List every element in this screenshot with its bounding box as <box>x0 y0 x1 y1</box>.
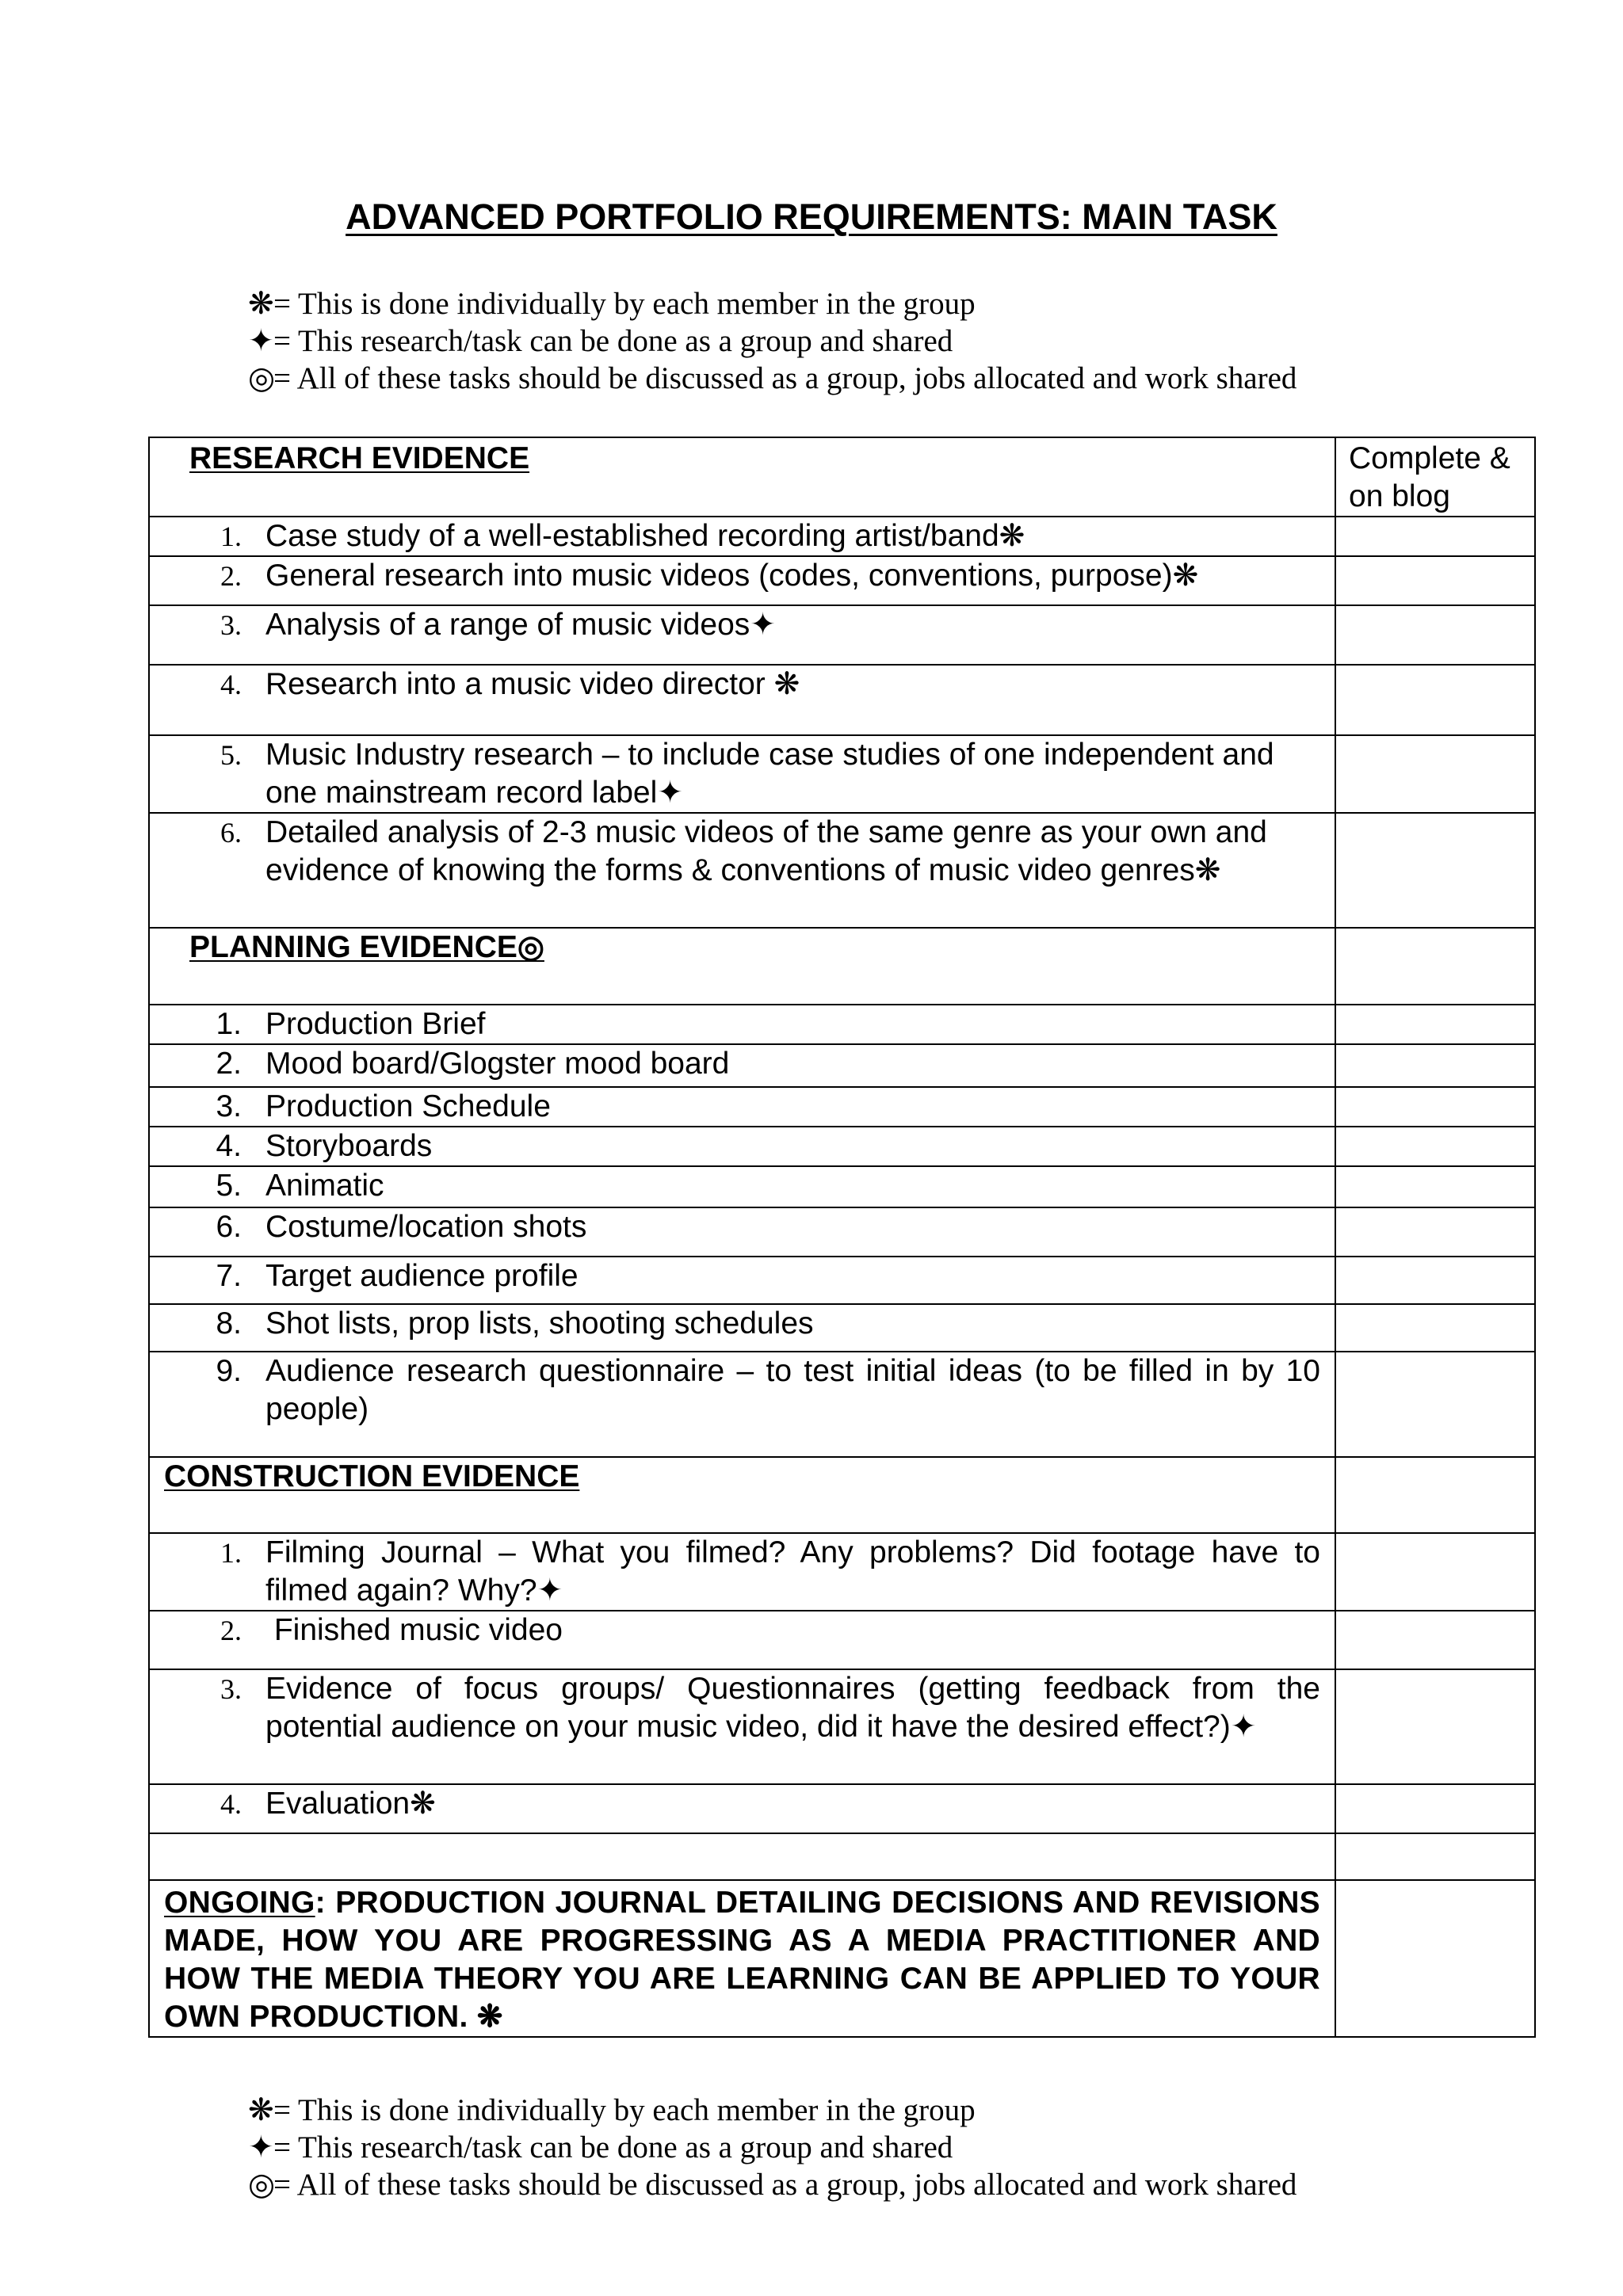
table-row <box>149 1833 1535 1880</box>
checkbox-cell[interactable] <box>1335 1087 1535 1127</box>
legend-top <box>248 285 1296 397</box>
list-item: General research into music videos (codes, conventions, purpose)❋ <box>265 559 1199 593</box>
list-item: Filming Journal – What you filmed? Any problems? Did footage have to filmed again? Why?✦ <box>265 1535 1320 1608</box>
individual-symbol-icon: ❋ <box>248 287 274 321</box>
table-row <box>149 1457 1535 1533</box>
individual-symbol-icon: ❋ <box>248 2093 274 2127</box>
list-item: Audience research questionnaire – to test initial ideas (to be filled in by 10 people) <box>265 1354 1320 1426</box>
list-item: Shot lists, prop lists, shooting schedules <box>265 1306 814 1341</box>
table-row: 6. Detailed analysis of 2-3 music videos of the same genre as your own and evidence of knowing the forms & conventions of music video genres❋ <box>149 813 1535 928</box>
planning-heading: PLANNING EVIDENCE◎ <box>189 930 544 964</box>
legend-group: ✦= This research/task can be done as a group and shared <box>248 324 953 358</box>
checkbox-cell[interactable] <box>1335 735 1535 813</box>
construction-heading: CONSTRUCTION EVIDENCE <box>164 1459 580 1493</box>
list-item: Animatic <box>265 1169 384 1203</box>
checkbox-cell[interactable] <box>1335 605 1535 665</box>
checkbox-cell[interactable] <box>1335 1127 1535 1166</box>
checkbox-cell[interactable] <box>1335 1457 1535 1533</box>
legend-discussed: ◎= All of these tasks should be discussed as a group, jobs allocated and work shared <box>248 2168 1297 2202</box>
list-item: Target audience profile <box>265 1259 579 1293</box>
ongoing-text: ONGOING: PRODUCTION JOURNAL DETAILING DECISIONS AND REVISIONS MADE, HOW YOU ARE PROGRESSING AS A MEDIA PRACTITIONER AND HOW THE MEDIA THEORY YOU ARE LEARNING CAN BE APPLIED TO YOUR OWN PRODUCTION. ❋ <box>164 1886 1320 2034</box>
table-row: 4. Storyboards <box>149 1127 1535 1166</box>
table-row: 5. Animatic <box>149 1166 1535 1207</box>
table-row: 1. Case study of a well-established recording artist/band❋ <box>149 517 1535 556</box>
checkbox-cell[interactable] <box>1335 928 1535 1005</box>
table-row <box>149 437 1535 517</box>
table-row: 1. Production Brief <box>149 1005 1535 1044</box>
discussed-symbol-icon: ◎ <box>248 2168 276 2202</box>
table-row <box>149 1880 1535 2037</box>
checkbox-cell[interactable] <box>1335 556 1535 605</box>
checkbox-cell[interactable] <box>1335 1257 1535 1304</box>
table-row: 6. Costume/location shots <box>149 1207 1535 1257</box>
legend-bottom <box>248 2092 1296 2203</box>
list-item: Mood board/Glogster mood board <box>265 1047 730 1081</box>
checkbox-cell[interactable] <box>1335 1784 1535 1833</box>
table-row: 8. Shot lists, prop lists, shooting schedules <box>149 1304 1535 1352</box>
list-item: Research into a music video director ❋ <box>265 667 800 701</box>
list-item: Costume/location shots <box>265 1210 587 1244</box>
table-row: 4. Research into a music video director ❋ <box>149 665 1535 735</box>
list-item: Case study of a well-established recording artist/band❋ <box>265 519 1025 553</box>
table-row: 5. Music Industry research – to include case studies of one independent and one mainstream record label✦ <box>149 735 1535 813</box>
table-row: 4. Evaluation❋ <box>149 1784 1535 1833</box>
requirements-table <box>148 437 1536 2038</box>
list-item: Analysis of a range of music videos✦ <box>265 608 776 642</box>
list-item: Production Schedule <box>265 1089 551 1123</box>
checkbox-cell[interactable] <box>1335 1533 1535 1611</box>
table-row: 2. General research into music videos (codes, conventions, purpose)❋ <box>149 556 1535 605</box>
checkbox-cell[interactable] <box>1335 1304 1535 1352</box>
table-row: 3. Evidence of focus groups/ Questionnaires (getting feedback from the potential audience on your music video, did it have the desired effect?)✦ <box>149 1669 1535 1784</box>
legend-individual: ❋= This is done individually by each member in the group <box>248 287 976 321</box>
checkbox-cell[interactable] <box>1335 517 1535 556</box>
table-row: 1. Filming Journal – What you filmed? Any problems? Did footage have to filmed again? Why?✦ <box>149 1533 1535 1611</box>
ongoing-label: ONGOING <box>164 1886 315 1920</box>
checkbox-cell[interactable] <box>1335 1833 1535 1880</box>
page-title: ADVANCED PORTFOLIO REQUIREMENTS: MAIN TASK <box>346 196 1277 237</box>
research-heading: RESEARCH EVIDENCE <box>189 441 530 475</box>
legend-group: ✦= This research/task can be done as a group and shared <box>248 2130 953 2164</box>
check-column-header: Complete & on blog <box>1335 437 1535 517</box>
checkbox-cell[interactable] <box>1335 1352 1535 1457</box>
list-item: Evaluation❋ <box>265 1787 436 1821</box>
checkbox-cell[interactable] <box>1335 665 1535 735</box>
group-symbol-icon: ✦ <box>248 324 274 358</box>
table-row: 2. Finished music video <box>149 1611 1535 1669</box>
checkbox-cell[interactable] <box>1335 1611 1535 1669</box>
table-row: 7. Target audience profile <box>149 1257 1535 1304</box>
list-item: Production Brief <box>265 1007 486 1041</box>
list-item: Evidence of focus groups/ Questionnaires (getting feedback from the potential audience on your music video, did it have the desired effect?)✦ <box>265 1672 1320 1744</box>
table-row <box>149 928 1535 1005</box>
legend-individual: ❋= This is done individually by each member in the group <box>248 2093 976 2127</box>
table-row: 3. Production Schedule <box>149 1087 1535 1127</box>
list-item: Storyboards <box>265 1129 433 1163</box>
checkbox-cell[interactable] <box>1335 1044 1535 1087</box>
checkbox-cell[interactable] <box>1335 1669 1535 1784</box>
list-item: Finished music video <box>265 1613 563 1647</box>
checkbox-cell[interactable] <box>1335 1005 1535 1044</box>
checkbox-cell[interactable] <box>1335 1880 1535 2037</box>
checkbox-cell[interactable] <box>1335 1166 1535 1207</box>
list-item: Music Industry research – to include case studies of one independent and one mainstream record label✦ <box>265 738 1274 810</box>
list-item: Detailed analysis of 2-3 music videos of the same genre as your own and evidence of knowing the forms & conventions of music video genres❋ <box>265 815 1267 887</box>
empty-cell <box>149 1833 1335 1880</box>
group-symbol-icon: ✦ <box>248 2130 274 2164</box>
table-row: 3. Analysis of a range of music videos✦ <box>149 605 1535 665</box>
checkbox-cell[interactable] <box>1335 813 1535 928</box>
legend-discussed: ◎= All of these tasks should be discussed as a group, jobs allocated and work shared <box>248 361 1297 395</box>
checkbox-cell[interactable] <box>1335 1207 1535 1257</box>
table-row: 2. Mood board/Glogster mood board <box>149 1044 1535 1087</box>
discussed-symbol-icon: ◎ <box>248 361 276 395</box>
table-row: 9. Audience research questionnaire – to test initial ideas (to be filled in by 10 people) <box>149 1352 1535 1457</box>
